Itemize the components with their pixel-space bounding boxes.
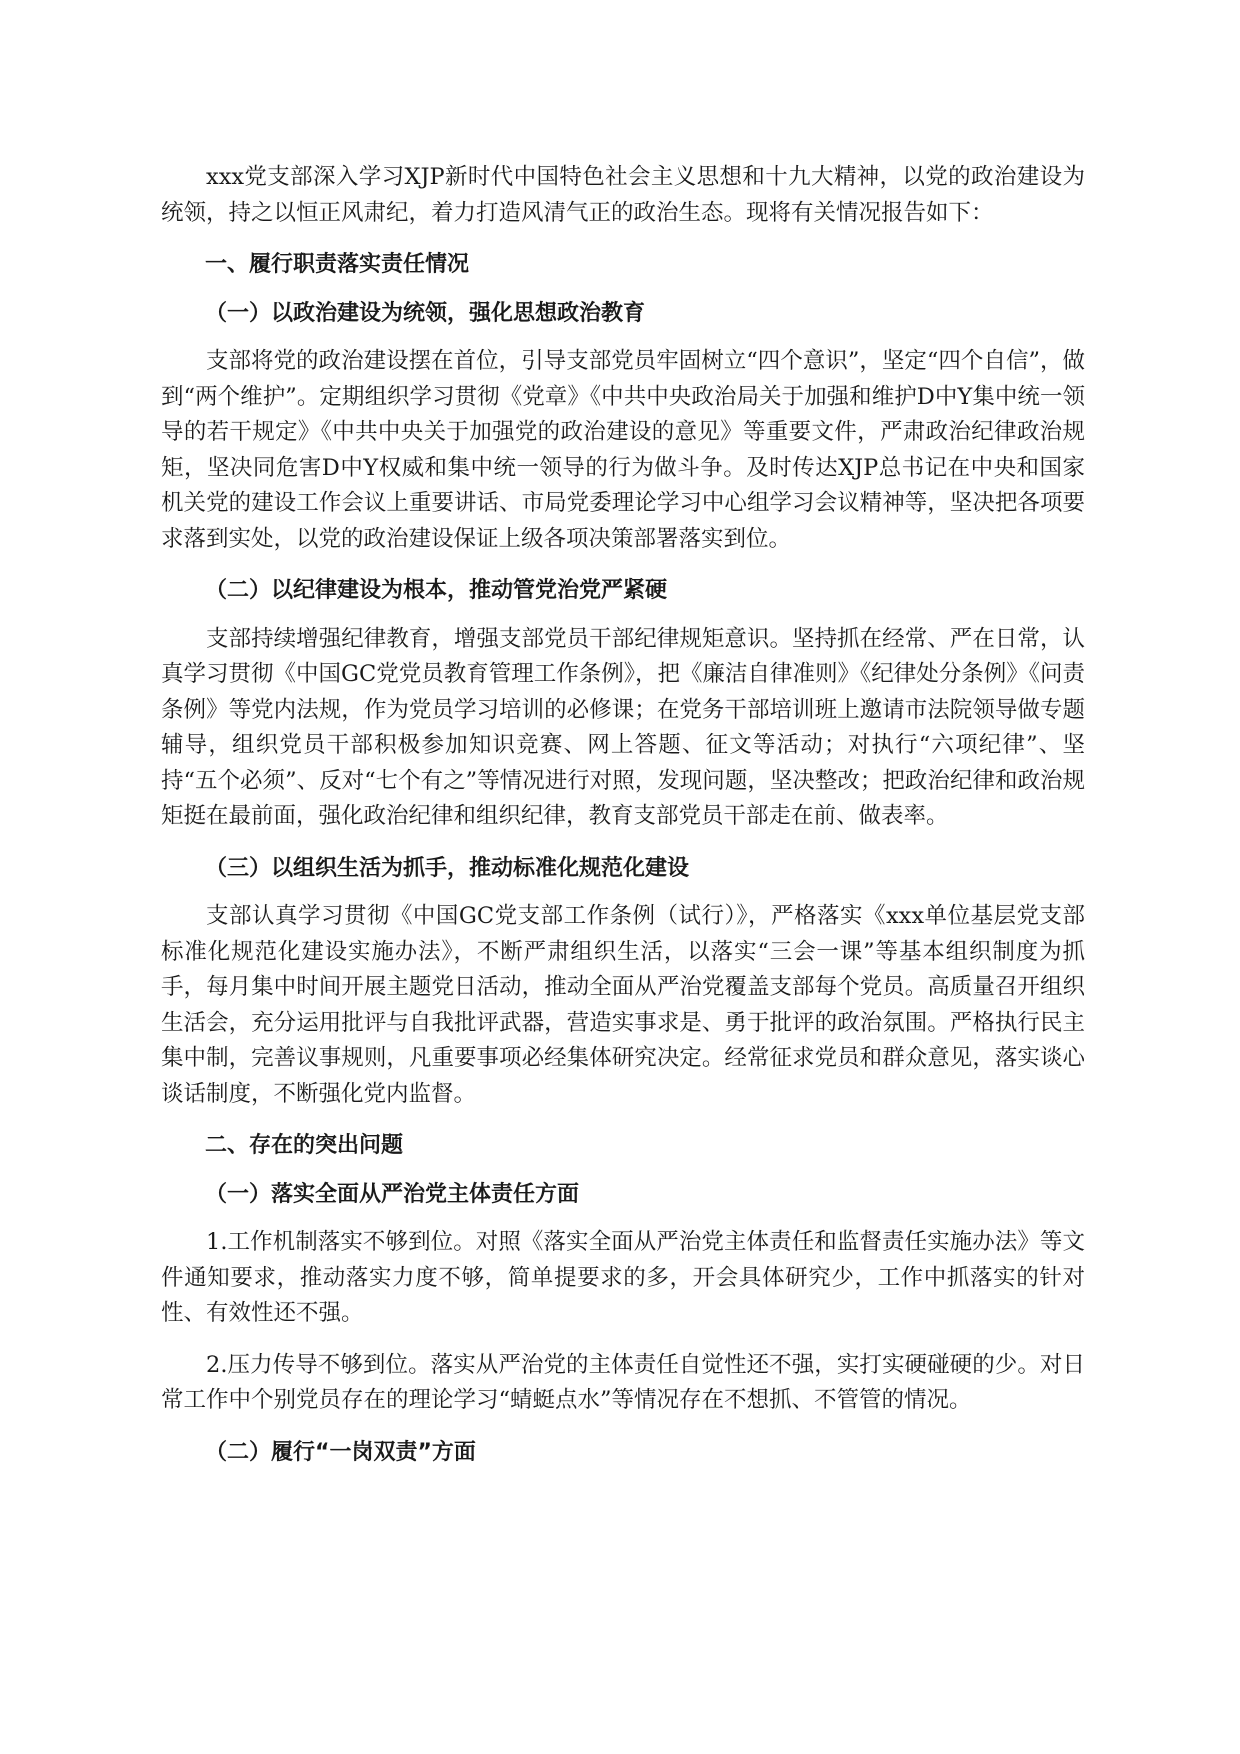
section-1-sub-2-body: 支部持续增强纪律教育，增强支部党员干部纪律规矩意识。坚持抓在经常、严在日常，认真学习贯彻《中国GC党党员教育管理工作条例》，把《廉洁自律准则》《纪律处分条例》《问责条例》等党内法规，作为党员学习培训的必修课；在党务干部培训班上邀请市法院领导做专题辅导，组织党员干部积极参加知识竞赛、网上答题、征文等活动；对执行“六项纪律”、坚持“五个必须”、反对“七个有之”等情况进行对照，发现问题，坚决整改；把政治纪律和政治规矩挺在最前面，强化政治纪律和组织纪律，教育支部党员干部走在前、做表率。 (161, 625, 1085, 829)
section-2-sub-1-heading: （一）落实全面从严治党主体责任方面 (205, 1181, 580, 1207)
section-2-item-1: 1.工作机制落实不够到位。对照《落实全面从严治党主体责任和监督责任实施办法》等文件通知要求，推动落实力度不够，简单提要求的多，开会具体研究少，工作中抓落实的针对性、有效性还不强。 (161, 1229, 1085, 1326)
section-2-item-2: 2.压力传导不够到位。落实从严治党的主体责任自觉性还不强，实打实硬碰硬的少。对日常工作中个别党员存在的理论学习“蜻蜓点水”等情况存在不想抓、不管管的情况。 (161, 1351, 1085, 1413)
section-1-sub-3-body: 支部认真学习贯彻《中国GC党支部工作条例（试行）》，严格落实《xxx单位基层党支部标准化规范化建设实施办法》，不断严肃组织生活，以落实“三会一课”等基本组织制度为抓手，每月集中时间开展主题党日活动，推动全面从严治党覆盖支部每个党员。高质量召开组织生活会，充分运用批评与自我批评武器，营造实事求是、勇于批评的政治氛围。严格执行民主集中制，完善议事规则，凡重要事项必经集体研究决定。经常征求党员和群众意见，落实谈心谈话制度，不断强化党内监督。 (161, 903, 1085, 1107)
section-1-sub-2-heading: （二）以纪律建设为根本，推动管党治党严紧硬 (205, 578, 668, 603)
intro-paragraph: xxx党支部深入学习XJP新时代中国特色社会主义思想和十九大精神，以党的政治建设为统领，持之以恒正风肃纪，着力打造风清气正的政治生态。现将有关情况报告如下： (161, 164, 1085, 226)
document-page (161, 160, 1085, 1470)
section-1-sub-1-body: 支部将党的政治建设摆在首位，引导支部党员牢固树立“四个意识”，坚定“四个自信”，做到“两个维护”。定期组织学习贯彻《党章》《中共中央政治局关于加强和维护D中Y集中统一领导的若干规定》《中共中央关于加强党的政治建设的意见》等重要文件，严肃政治纪律政治规矩，坚决同危害D中Y权威和集中统一领导的行为做斗争。及时传达XJP总书记在中央和国家机关党的建设工作会议上重要讲话、市局党委理论学习中心组学习会议精神等，坚决把各项要求落到实处，以党的政治建设保证上级各项决策部署落实到位。 (161, 348, 1085, 552)
section-1-sub-1-heading: （一）以政治建设为统领，强化思想政治教育 (205, 300, 646, 326)
section-2-sub-2-heading: （二）履行“一岗双责”方面 (205, 1439, 476, 1465)
section-2-heading: 二、存在的突出问题 (205, 1133, 404, 1158)
section-1-sub-3-heading: （三）以组织生活为抓手，推动标准化规范化建设 (205, 855, 690, 881)
section-1-heading: 一、履行职责落实责任情况 (205, 252, 470, 277)
